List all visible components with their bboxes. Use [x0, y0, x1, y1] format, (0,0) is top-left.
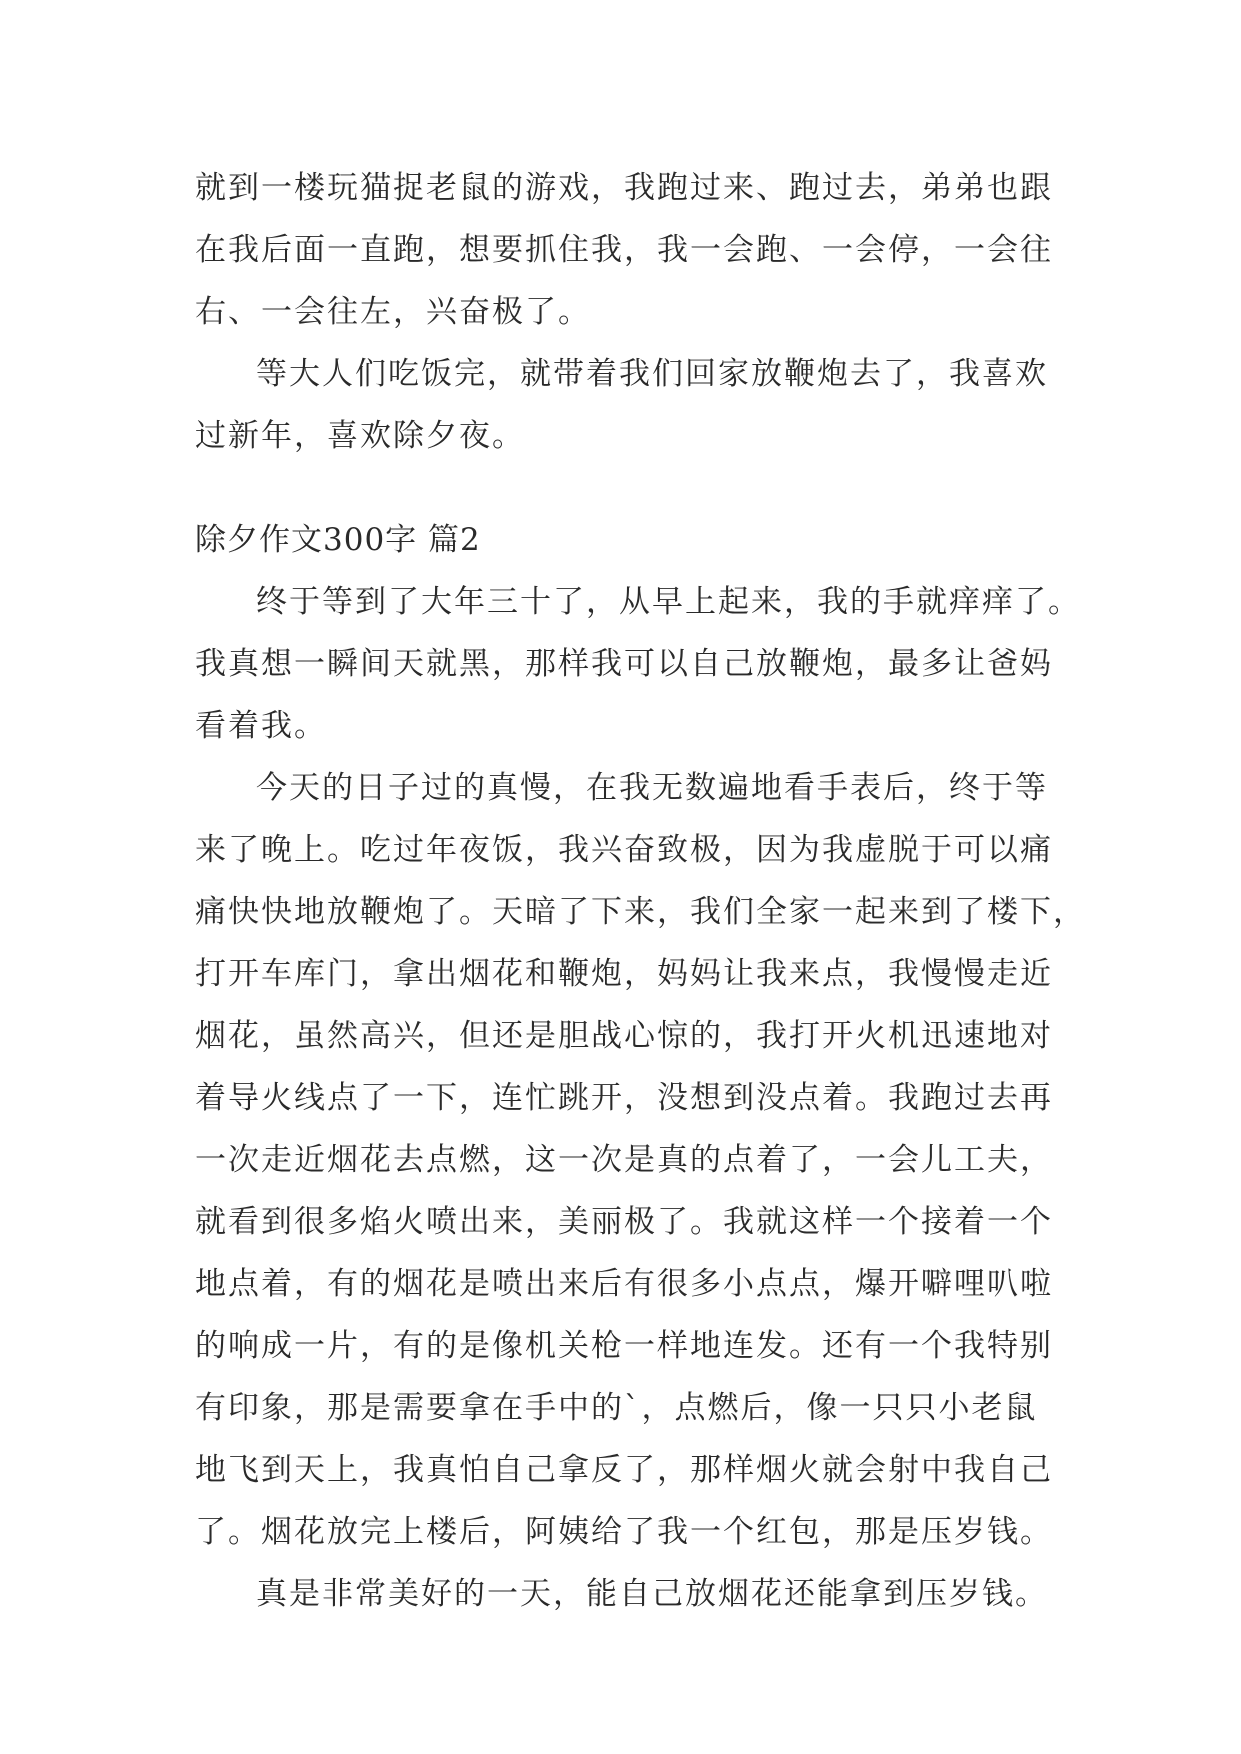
text-line: 有印象，那是需要拿在手中的`，点燃后，像一只只小老鼠: [195, 1390, 1038, 1426]
text-line: 一次走近烟花去点燃，这一次是真的点着了，一会儿工夫，: [195, 1142, 1053, 1178]
text-line: 在我后面一直跑，想要抓住我，我一会跑、一会停，一会往: [195, 232, 1053, 268]
text-line: 打开车库门，拿出烟花和鞭炮，妈妈让我来点，我慢慢走近: [195, 956, 1053, 992]
text-line: 就看到很多焰火喷出来，美丽极了。我就这样一个接着一个: [195, 1204, 1053, 1240]
text-line: 地飞到天上，我真怕自己拿反了，那样烟火就会射中我自己: [195, 1452, 1053, 1488]
text-line: 终于等到了大年三十了，从早上起来，我的手就痒痒了。: [256, 584, 1081, 620]
text-line: 今天的日子过的真慢，在我无数遍地看手表后，终于等: [256, 770, 1048, 806]
text-line: 来了晚上。吃过年夜饭，我兴奋致极，因为我虚脱于可以痛: [195, 832, 1053, 868]
text-line: 右、一会往左，兴奋极了。: [195, 294, 591, 330]
text-line: 就到一楼玩猫捉老鼠的游戏，我跑过来、跑过去，弟弟也跟: [195, 170, 1053, 206]
text-line: 真是非常美好的一天，能自己放烟花还能拿到压岁钱。: [256, 1576, 1048, 1612]
text-line: 过新年，喜欢除夕夜。: [195, 418, 525, 454]
text-line: 的响成一片，有的是像机关枪一样地连发。还有一个我特别: [195, 1328, 1053, 1364]
text-line: 等大人们吃饭完，就带着我们回家放鞭炮去了，我喜欢: [256, 356, 1048, 392]
text-line: 烟花，虽然高兴，但还是胆战心惊的，我打开火机迅速地对: [195, 1018, 1053, 1054]
text-line: 痛快快地放鞭炮了。天暗了下来，我们全家一起来到了楼下，: [195, 894, 1086, 930]
section-title: 除夕作文300字 篇2: [195, 522, 481, 558]
text-line: 看着我。: [195, 708, 327, 744]
text-line: 着导火线点了一下，连忙跳开，没想到没点着。我跑过去再: [195, 1080, 1053, 1116]
text-line: 了。烟花放完上楼后，阿姨给了我一个红包，那是压岁钱。: [195, 1514, 1053, 1550]
text-line: 地点着，有的烟花是喷出来后有很多小点点，爆开噼哩叭啦: [195, 1266, 1053, 1302]
text-line: 我真想一瞬间天就黑，那样我可以自己放鞭炮，最多让爸妈: [195, 646, 1053, 682]
